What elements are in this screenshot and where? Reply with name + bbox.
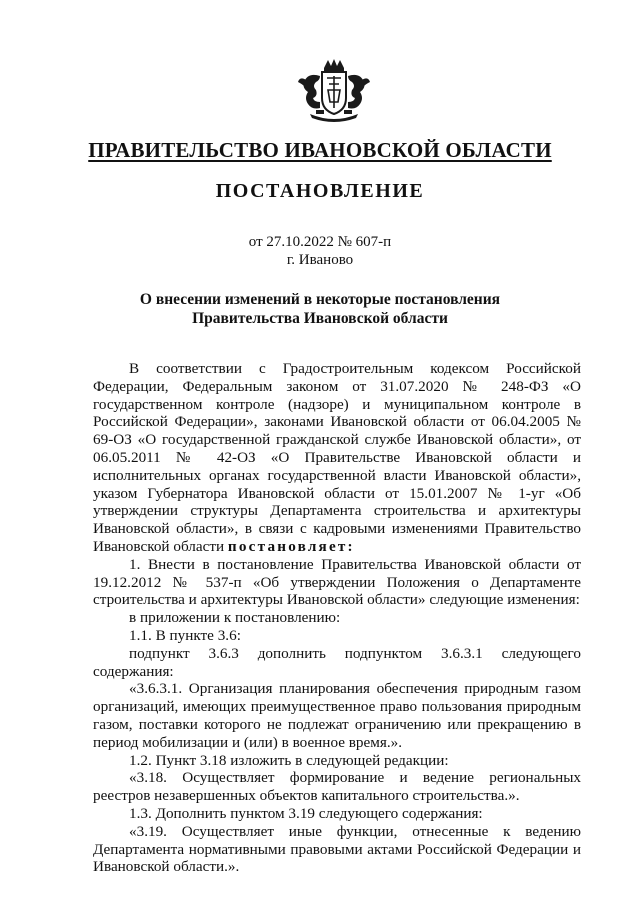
subject-line-2: Правительства Ивановской области [192, 310, 448, 327]
paragraph-7: «3.18. Осуществляет формирование и ведение региональных реестров незавершенных объектов капитального строительства.». [93, 769, 581, 805]
paragraph-6: 1.2. Пункт 3.18 изложить в следующей редакции: [129, 751, 449, 769]
organization-title: ПРАВИТЕЛЬСТВО ИВАНОВСКОЙ ОБЛАСТИ [88, 138, 552, 162]
date-number: от 27.10.2022 № 607-п [248, 234, 392, 250]
document-type: ПОСТАНОВЛЕНИЕ [215, 180, 425, 202]
paragraph-8: 1.3. Дополнить пунктом 3.19 следующего содержания: [129, 804, 483, 822]
document-body [93, 360, 581, 876]
document-subject [0, 290, 640, 328]
preamble-text: В соответствии с Градостроительным кодексом Российской Федерации, Федеральным законом от 31.07.2020 № 248-ФЗ «О государственном контроле (надзоре) и муниципальном контроле в Российской Федерации», законами Ивановской области от 06.04.2005 № 69-ОЗ «О государственной гражданской службе Ивановской области», от 06.05.2011 № 42-ОЗ «О Правительстве Ивановской области и исполнительных органах государственной власти Ивановской области», указом Губернатора Ивановской области от 15.01.2007 № 1-уг «Об утверждении структуры Департамента строительства и архитектуры Ивановской области», в связи с кадровыми изменениями Правительство Ивановской области [93, 360, 581, 555]
paragraph-5: «3.6.3.1. Организация планирования обеспечения природным газом организаций, имеющих преимущественное право пользования природным газом, поставки которого не подлежат ограничению или прекращению в период мобилизации и (или) в военное время.». [93, 680, 581, 751]
subject-line-1: О внесении изменений в некоторые постановления [139, 291, 501, 308]
paragraph-9: «3.19. Осуществляет иные функции, отнесенные к ведению Департамента нормативными правовыми актами Российской Федерации и Ивановской области.». [93, 822, 581, 876]
decree-word: постановляет: [227, 537, 355, 555]
paragraph-3: 1.1. В пункте 3.6: [129, 626, 241, 644]
paragraph-2: в приложении к постановлению: [129, 609, 341, 627]
preamble-paragraph [93, 360, 581, 556]
paragraph-1: 1. Внести в постановление Правительства Ивановской области от 19.12.2012 № 537-п «Об утверждении Положения о Департаменте строительства и архитектуры Ивановской области» следующие изменения: [93, 555, 581, 609]
paragraph-4: подпункт 3.6.3 дополнить подпунктом 3.6.3.1 следующего содержания: [93, 644, 581, 680]
city: г. Иваново [286, 252, 354, 268]
date-block [0, 233, 640, 269]
coat-of-arms-icon [294, 58, 374, 124]
